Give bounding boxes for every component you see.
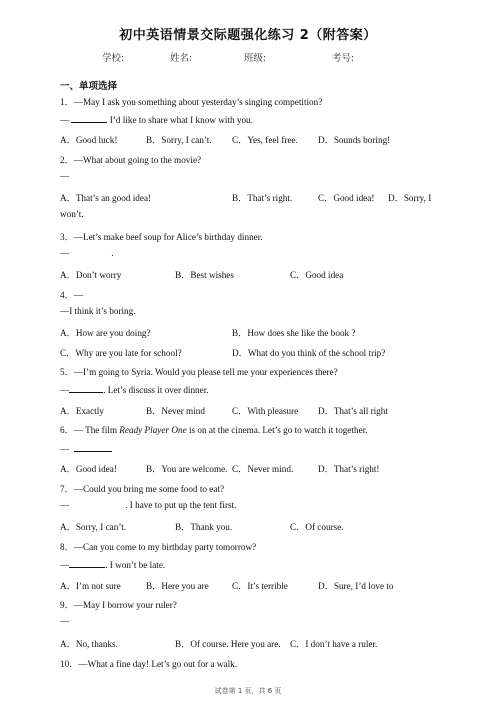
q3-option-c: C．Good idea (290, 270, 344, 280)
q2-option-b: B．That’s right. (232, 193, 293, 203)
q1-option-d: D．Sounds boring! (318, 135, 391, 145)
q1-option-a: A．Good luck! (60, 135, 118, 145)
q7-option-a: A．Sorry, I can’t. (60, 522, 127, 532)
q4-stem: 4．— (60, 290, 83, 300)
q5-option-c: C．With pleasure (232, 406, 299, 416)
q2-option-d-cont: won’t. (60, 209, 84, 219)
q3-stem: 3．—Let’s make beef soup for Alice’s birthday dinner. (60, 232, 263, 242)
q1-option-c: C．Yes, feel free. (232, 135, 298, 145)
q3-option-a: A．Don’t worry (60, 270, 122, 280)
q2-option-c: C．Good idea! (318, 193, 375, 203)
q9-option-b: B．Of course. Here you are. (175, 639, 281, 649)
q7-stem: 7．—Could you bring me some food to eat? (60, 484, 225, 494)
q5-option-b: B．Never mind (146, 406, 205, 416)
q3-reply-end: . (111, 248, 114, 258)
q6-stem-pre: 6．— The film (60, 425, 120, 435)
q6-film-title: Ready Player One (119, 425, 187, 435)
q6-option-b: B．You are welcome. (146, 464, 228, 474)
q1-blank (71, 113, 107, 123)
q4-option-d: D．What do you think of the school trip? (232, 348, 386, 358)
school-label: 学校: (102, 53, 125, 64)
q6-blank (74, 442, 112, 452)
q5-reply-text: . Let’s discuss it over dinner. (103, 385, 209, 395)
q5-reply: — . Let’s discuss it over dinner. (60, 385, 209, 395)
q5-option-a: A．Exactly (60, 406, 104, 416)
q6-stem-post: is on at the cinema. Let’s go to watch it together. (186, 425, 368, 435)
q9-option-c: C．I don’t have a ruler. (290, 639, 378, 649)
q9-reply: — (60, 616, 70, 626)
q9-stem: 9．—May I borrow your ruler? (60, 600, 177, 610)
q9-option-a: A．No, thanks. (60, 639, 118, 649)
q8-blank (69, 558, 105, 568)
q5-stem: 5．—I’m going to Syria. Would you please tell me your experiences there? (60, 367, 338, 377)
q2-stem: 2．—What about going to the movie? (60, 155, 202, 165)
q8-option-d: D．Sure, I’d love to (318, 581, 394, 591)
section-heading: 一、单项选择 (60, 81, 118, 92)
q4-reply: —I think it’s boring. (60, 306, 136, 316)
q3-reply (60, 248, 113, 258)
student-info-row (102, 50, 354, 64)
q8-reply: — . I won’t be late. (60, 560, 166, 570)
page-footer: 试卷第 1 页，共 6 页 (214, 687, 282, 695)
q10-stem: 10．—What a fine day! Let’s go out for a walk. (60, 659, 238, 669)
q8-option-b: B．Here you are (146, 581, 209, 591)
q1-reply-text: I’d like to share what I know with you. (109, 115, 253, 125)
q7-option-b: B．Thank you. (175, 522, 233, 532)
number-label: 考号: (332, 53, 355, 64)
q8-option-c: C．It’s terrible (232, 581, 288, 591)
q1-stem: 1．—May I ask you something about yesterday’s singing competition? (60, 97, 323, 107)
q6-reply-dash: — (60, 444, 70, 454)
name-label: 姓名: (170, 53, 193, 64)
q4-option-c: C．Why are you late for school? (60, 348, 182, 358)
q8-reply-text: . I won’t be late. (105, 560, 166, 570)
q7-reply: — . I have to put up the tent first. (60, 500, 237, 510)
q7-option-c: C．Of course. (290, 522, 344, 532)
q8-option-a: A．I’m not sure (60, 581, 121, 591)
q3-option-b: B．Best wishes (175, 270, 234, 280)
q4-option-b: B．How does she like the book ? (232, 328, 356, 338)
q1-option-b: B．Sorry, I can’t. (146, 135, 212, 145)
q5-blank (69, 383, 103, 393)
q6-option-c: C．Never mind. (232, 464, 294, 474)
q1-reply: — I’d like to share what I know with you. (60, 115, 253, 125)
q6-option-d: D．That’s right! (318, 464, 380, 474)
q3-reply-dash: — (60, 248, 70, 258)
q4-option-a: A．How are you doing? (60, 328, 151, 338)
q6-reply (60, 442, 112, 454)
q6-option-a: A．Good idea! (60, 464, 117, 474)
q2-option-a: A．That’s an good idea! (60, 193, 152, 203)
q7-reply-text: . I have to put up the tent first. (125, 500, 237, 510)
q2-reply: — (60, 171, 70, 181)
q8-stem: 8．—Can you come to my birthday party tomorrow? (60, 542, 257, 552)
q2-option-d: D．Sorry, I (388, 193, 432, 203)
q6-stem (60, 422, 368, 436)
page-title: 初中英语情景交际题强化练习 2（附答案） (119, 28, 377, 43)
q5-option-d: D．That’s all right (318, 406, 388, 416)
class-label: 班级: (244, 53, 267, 64)
